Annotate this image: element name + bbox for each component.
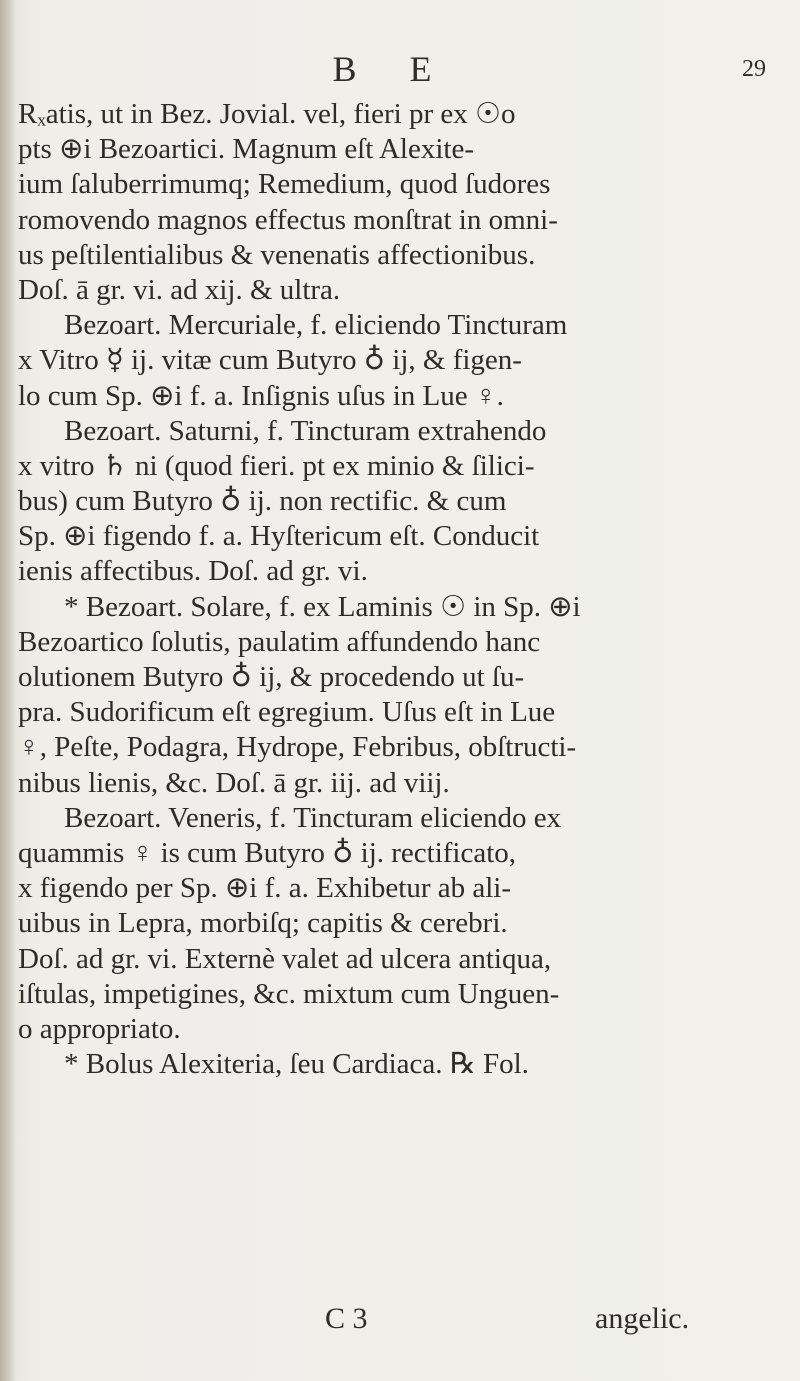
text-line: Bezoart. Mercuriale, f. eliciendo Tincturam [64, 309, 568, 342]
text-line: x vitro ♄ ni (quod fieri. pt ex minio & ſilici- [18, 449, 535, 482]
text-line: Bezoartico ſolutis, paulatim affundendo hanc [18, 625, 541, 658]
text-line: us peſtilentialibus & venenatis affectionibus. [18, 238, 536, 271]
text-line: pts ⊕i Bezoartici. Magnum eſt Alexite- [18, 133, 474, 166]
page-gutter-shadow [0, 0, 16, 1381]
text-line: ienis affectibus. Doſ. ad gr. vi. [18, 555, 368, 588]
running-head: B E [332, 49, 454, 89]
text-line: Rₓatis, ut in Bez. Jovial. vel, fieri pr ex ☉o [18, 98, 516, 130]
text-line: ium ſaluberrimumq; Remedium, quod ſudores [18, 168, 551, 201]
text-line: uibus in Lepra, morbiſq; capitis & cerebri. [18, 907, 508, 940]
catchword: angelic. [595, 1302, 690, 1335]
text-line: Bezoart. Saturni, f. Tincturam extrahendo [64, 414, 547, 447]
text-line: * Bezoart. Solare, f. ex Laminis ☉ in Sp. ⊕i [64, 590, 581, 623]
page-footer [0, 1302, 800, 1352]
text-line: pra. Sudorificum eſt egregium. Uſus eſt in Lue [18, 696, 556, 729]
text-line: lo cum Sp. ⊕i f. a. Inſignis uſus in Lue ♀. [18, 379, 504, 412]
page-number: 29 [742, 56, 766, 82]
text-line: x Vitro ☿ ij. vitæ cum Butyro ♁ ij, & figen- [18, 344, 522, 377]
text-line: * Bolus Alexiteria, ſeu Cardiaca. ℞ Fol. [64, 1048, 529, 1081]
text-line: Doſ. ad gr. vi. Externè valet ad ulcera antiqua, [18, 942, 552, 975]
text-line: nibus lienis, &c. Doſ. ā gr. iij. ad viij. [18, 766, 450, 799]
text-line: olutionem Butyro ♁ ij, & procedendo ut ſu- [18, 661, 525, 693]
text-line: ♀, Peſte, Podagra, Hydrope, Febribus, obſtructi- [18, 731, 577, 764]
text-line: iſtulas, impetigines, &c. mixtum cum Unguen- [18, 977, 560, 1010]
text-line: o appropriato. [18, 1012, 181, 1045]
text-line: romovendo magnos effectus monſtrat in omni- [18, 203, 558, 236]
text-line: bus) cum Butyro ♁ ij. non rectific. & cum [18, 485, 507, 518]
body-text [18, 97, 793, 1082]
text-line: Bezoart. Veneris, f. Tincturam eliciendo ex [64, 801, 562, 834]
text-line: Sp. ⊕i figendo f. a. Hyſtericum eſt. Conducit [18, 520, 540, 553]
signature-mark: C 3 [325, 1302, 368, 1335]
text-line: x figendo per Sp. ⊕i f. a. Exhibetur ab ali- [18, 872, 511, 905]
text-line: quammis ♀ is cum Butyro ♁ ij. rectificato, [18, 836, 517, 869]
text-line: Doſ. ā gr. vi. ad xij. & ultra. [18, 273, 341, 306]
page-header [0, 48, 800, 98]
